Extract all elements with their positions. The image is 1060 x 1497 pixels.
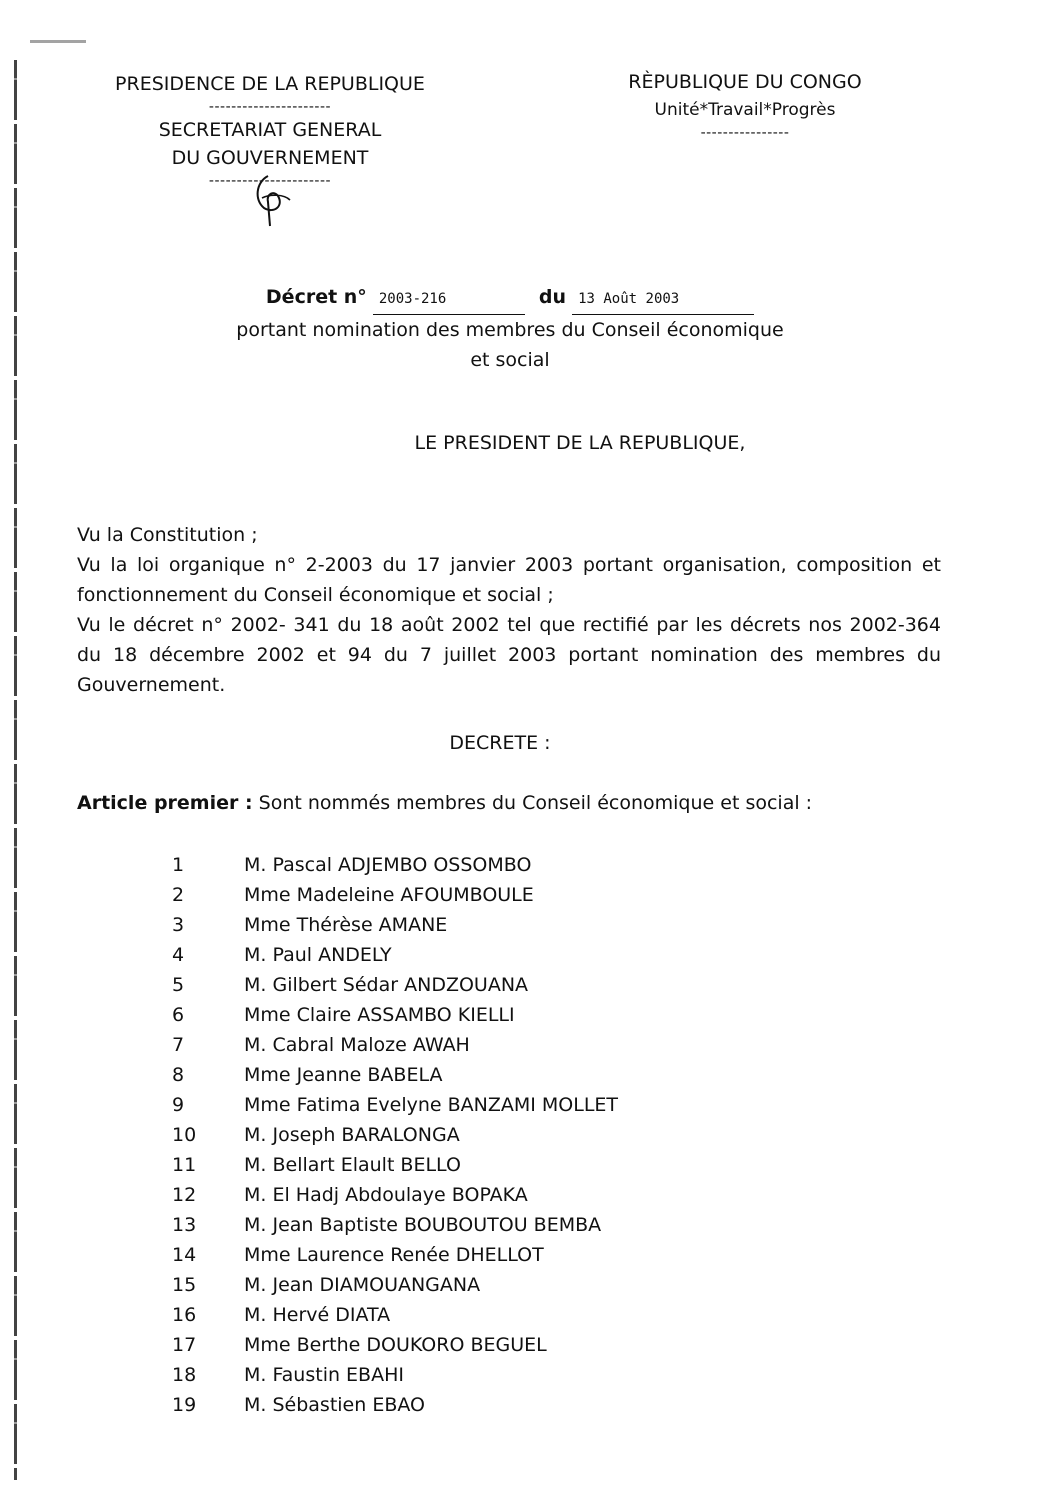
member-number: 5	[172, 974, 185, 996]
member-number: 3	[172, 914, 185, 936]
visas-block	[77, 520, 941, 700]
list-item	[160, 1120, 618, 1150]
list-item	[160, 1030, 618, 1060]
member-name: Mme Jeanne BABELA	[244, 1064, 443, 1086]
member-number: 13	[172, 1214, 197, 1236]
decree-date: 13 Août 2003	[572, 284, 754, 315]
scan-edge-artifact	[14, 60, 17, 1480]
member-number: 12	[172, 1184, 197, 1206]
list-item	[160, 1180, 618, 1210]
member-name: M. Jean Baptiste BOUBOUTOU BEMBA	[244, 1214, 602, 1236]
member-number: 10	[172, 1124, 197, 1146]
member-name: M. Sébastien EBAO	[244, 1394, 425, 1416]
member-number: 7	[172, 1034, 185, 1056]
member-name: Mme Laurence Renée DHELLOT	[244, 1244, 544, 1266]
republique-label: RÈPUBLIQUE DU CONGO	[628, 71, 862, 93]
decree-prefix: Décret n°	[265, 286, 367, 308]
member-number: 4	[172, 944, 185, 966]
member-number: 19	[172, 1394, 197, 1416]
header-left-divider-1: ----------------------	[208, 99, 332, 115]
member-name: Mme Madeleine AFOUMBOULE	[244, 884, 534, 906]
article-text: Sont nommés membres du Conseil économique et social :	[258, 792, 813, 814]
secretariat-label: SECRETARIAT GENERAL	[158, 119, 382, 141]
gouvernement-label: DU GOUVERNEMENT	[171, 147, 369, 169]
list-item	[160, 880, 618, 910]
member-name: Mme Fatima Evelyne BANZAMI MOLLET	[244, 1094, 619, 1116]
decrete-heading: DECRETE :	[449, 732, 551, 754]
member-name: Mme Thérèse AMANE	[244, 914, 448, 936]
member-name: M. Joseph BARALONGA	[244, 1124, 460, 1146]
member-name: M. Paul ANDELY	[244, 944, 392, 966]
corner-mark	[30, 40, 86, 43]
header-right	[600, 68, 890, 142]
member-number: 16	[172, 1304, 197, 1326]
list-item	[160, 940, 618, 970]
member-name: M. Faustin EBAHI	[244, 1364, 404, 1386]
list-item	[160, 1240, 618, 1270]
handwritten-initials	[248, 168, 298, 228]
decree-du: du	[538, 286, 567, 308]
member-name: M. Hervé DIATA	[244, 1304, 391, 1326]
decree-subject-line-2: et social	[470, 349, 550, 371]
list-item	[160, 1330, 618, 1360]
member-name: M. Cabral Maloze AWAH	[244, 1034, 470, 1056]
list-item	[160, 1060, 618, 1090]
member-name: Mme Claire ASSAMBO KIELLI	[244, 1004, 515, 1026]
header-right-divider: ----------------	[700, 125, 790, 141]
member-name: M. Pascal ADJEMBO OSSOMBO	[244, 854, 532, 876]
member-number: 15	[172, 1274, 197, 1296]
member-name: Mme Berthe DOUKORO BEGUEL	[244, 1334, 547, 1356]
member-number: 18	[172, 1364, 197, 1386]
member-number: 14	[172, 1244, 197, 1266]
list-item	[160, 970, 618, 1000]
member-number: 6	[172, 1004, 185, 1026]
list-item	[160, 1300, 618, 1330]
member-number: 9	[172, 1094, 185, 1116]
visa-constitution: Vu la Constitution ;	[77, 524, 258, 546]
member-name: M. Gilbert Sédar ANDZOUANA	[244, 974, 529, 996]
list-item	[160, 850, 618, 880]
list-item	[160, 1360, 618, 1390]
list-item	[160, 1090, 618, 1120]
decree-number-line	[266, 282, 754, 315]
member-number: 1	[172, 854, 185, 876]
president-heading: LE PRESIDENT DE LA REPUBLIQUE,	[414, 432, 746, 454]
article-label: Article premier :	[77, 792, 253, 814]
list-item	[160, 910, 618, 940]
list-item	[160, 1150, 618, 1180]
member-number: 8	[172, 1064, 185, 1086]
decree-number: 2003-216	[373, 284, 525, 315]
member-number: 17	[172, 1334, 197, 1356]
header-left-divider-2: ----------------------	[208, 173, 332, 189]
list-item	[160, 1390, 618, 1420]
list-item	[160, 1000, 618, 1030]
member-name: M. El Hadj Abdoulaye BOPAKA	[244, 1184, 528, 1206]
decree-title	[180, 282, 840, 375]
members-list	[160, 850, 618, 1420]
member-name: M. Bellart Elault BELLO	[244, 1154, 461, 1176]
decree-subject-line-1: portant nomination des membres du Conseil économique	[236, 319, 784, 341]
motto: Unité*Travail*Progrès	[654, 100, 836, 120]
visa-decret: Vu le décret n° 2002- 341 du 18 août 2002 tel que rectifié par les décrets nos 2002-364 du 18 décembre 2002 et 94 du 7 juillet 2003 portant nomination des membres du Gouvernement.	[77, 614, 941, 696]
list-item	[160, 1210, 618, 1240]
member-number: 2	[172, 884, 185, 906]
article-premier	[77, 792, 812, 814]
visa-loi-organique: Vu la loi organique n° 2-2003 du 17 janvier 2003 portant organisation, composition et fonctionnement du Conseil économique et social ;	[77, 554, 941, 606]
member-name: M. Jean DIAMOUANGANA	[244, 1274, 481, 1296]
presidence-label: PRESIDENCE DE LA REPUBLIQUE	[115, 73, 425, 95]
member-number: 11	[172, 1154, 197, 1176]
list-item	[160, 1270, 618, 1300]
